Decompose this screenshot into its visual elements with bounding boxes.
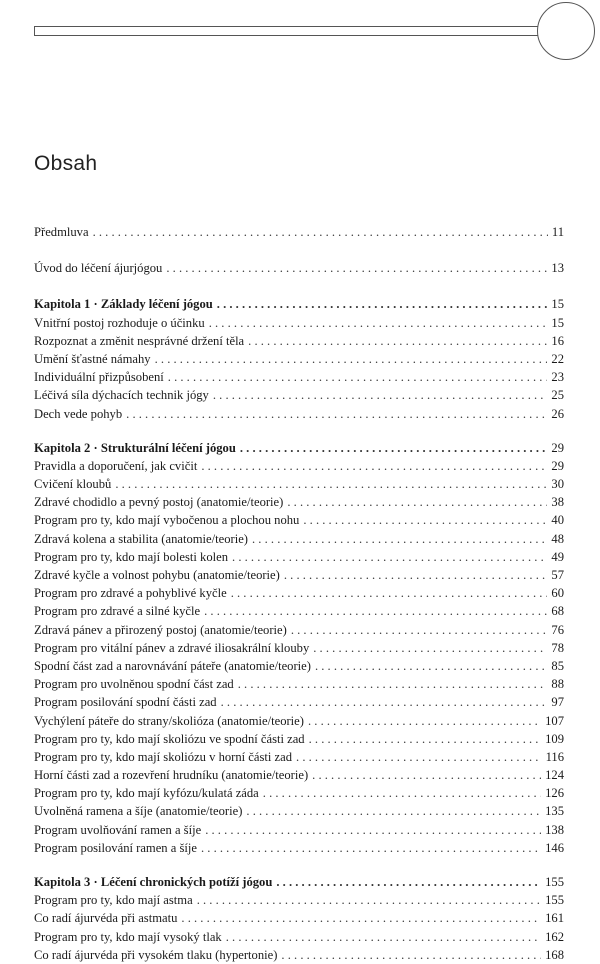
- dot-leader: [201, 457, 547, 475]
- toc-entry-label: Program pro vitální pánev a zdravé iliosakrální klouby: [34, 640, 310, 655]
- toc-entry-label: Program posilování ramen a šíje: [34, 840, 197, 855]
- toc-page-number: 23: [551, 370, 564, 385]
- toc-entry-label: Individuální přizpůsobení: [34, 370, 164, 385]
- toc-entry-label: Úvod do léčení ájurjógou: [34, 261, 163, 276]
- toc-page-number: 85: [551, 658, 564, 673]
- toc-page-number: 40: [551, 513, 564, 528]
- toc-page-number: 57: [551, 568, 564, 582]
- toc-entry-label: Uvolněná ramena a šíje (anatomie/teorie): [34, 804, 243, 819]
- toc-entry: [34, 784, 564, 802]
- toc-chapter-heading: [34, 439, 564, 457]
- toc-page-number: 15: [551, 297, 564, 312]
- toc-page-number: 155: [545, 875, 564, 889]
- dot-leader: [308, 712, 541, 730]
- toc-entry: [34, 928, 564, 946]
- toc-entry: [34, 730, 564, 748]
- dot-leader: [315, 657, 547, 675]
- toc-entry-label: Program pro ty, kdo mají vysoký tlak: [34, 929, 222, 944]
- dot-leader: [155, 350, 548, 368]
- toc-entry: [34, 386, 564, 404]
- toc-page-number: 146: [545, 840, 564, 855]
- toc-entry-label: Program pro ty, kdo mají skoliózu ve spodní části zad: [34, 731, 305, 746]
- toc-entry: [34, 657, 564, 675]
- toc-page-number: 68: [551, 604, 564, 619]
- toc-entry-label: Program posilování spodní části zad: [34, 695, 217, 710]
- toc-entry-label: Co radí ájurvéda při vysokém tlaku (hypertonie): [34, 947, 278, 962]
- toc-page-number: 11: [551, 225, 564, 239]
- dot-leader: [312, 766, 541, 784]
- dot-leader: [238, 675, 548, 693]
- toc-entry-label: Program pro ty, kdo mají bolesti kolen: [34, 549, 229, 564]
- toc-entry: [34, 712, 564, 730]
- toc-entry: [34, 693, 564, 711]
- dot-leader: [197, 891, 541, 909]
- toc-entry: [34, 891, 564, 909]
- toc-page-number: 30: [551, 477, 564, 492]
- toc-page-number: 25: [551, 388, 564, 403]
- toc-entry: [34, 909, 564, 927]
- toc-entry-label: Program uvolňování ramen a šíje: [34, 822, 202, 837]
- toc-entry-label: Zdravá kolena a stabilita (anatomie/teorie): [34, 531, 248, 546]
- toc-page-number: 16: [551, 333, 564, 348]
- dot-leader: [115, 475, 547, 493]
- toc-entry: [34, 802, 564, 820]
- toc-page-number: 161: [545, 911, 564, 926]
- toc-entry-label: Zdravé kyčle a volnost pohybu (anatomie/teorie): [34, 568, 280, 582]
- dot-leader: [213, 386, 548, 404]
- dot-leader: [309, 730, 542, 748]
- dot-leader: [168, 368, 548, 386]
- toc-page-number: 76: [551, 622, 564, 637]
- dot-leader: [217, 295, 548, 313]
- toc-entry-label: Vnitřní postoj rozhoduje o účinku: [34, 315, 205, 330]
- toc-page-number: 15: [551, 315, 564, 330]
- toc-entry-label: Spodní část zad a narovnávání páteře (anatomie/teorie): [34, 658, 311, 673]
- dot-leader: [201, 839, 541, 857]
- header-circle-ornament: [537, 2, 595, 60]
- toc-entry: [34, 511, 564, 529]
- toc-entry: [34, 457, 564, 475]
- toc-page-number: 13: [551, 261, 564, 276]
- dot-leader: [126, 405, 547, 423]
- dot-leader: [284, 566, 548, 584]
- toc-entry: [34, 475, 564, 493]
- dot-leader: [204, 602, 547, 620]
- dot-leader: [209, 314, 548, 332]
- toc-spacer: [34, 857, 564, 873]
- dot-leader: [205, 821, 541, 839]
- toc-page-number: 162: [545, 929, 564, 944]
- toc-spacer: [34, 423, 564, 439]
- dot-leader: [93, 223, 548, 241]
- toc-entry-label: Program pro ty, kdo mají kyfózu/kulatá záda: [34, 786, 259, 801]
- toc-page-number: 107: [545, 713, 564, 728]
- toc-entry-label: Horní části zad a rozevření hrudníku (anatomie/teorie): [34, 768, 309, 783]
- toc-spacer: [34, 277, 564, 295]
- toc-entry: [34, 530, 564, 548]
- toc-entry: [34, 639, 564, 657]
- toc-page-number: 97: [551, 695, 564, 710]
- toc-entry-label: Program pro zdravé a silné kyčle: [34, 604, 201, 619]
- toc-page-number: 155: [545, 893, 564, 908]
- toc-spacer: [34, 241, 564, 259]
- dot-leader: [231, 584, 548, 602]
- toc-page-number: 78: [551, 640, 564, 655]
- dot-leader: [281, 946, 541, 964]
- toc-entry-label: Program pro ty, kdo mají astma: [34, 893, 193, 908]
- toc-entry: [34, 602, 564, 620]
- toc-entry: [34, 621, 564, 639]
- toc-entry-label: Kapitola 2 · Strukturální léčení jógou: [34, 440, 236, 455]
- toc-entry-label: Pravidla a doporučení, jak cvičit: [34, 458, 198, 473]
- toc-page-number: 126: [545, 786, 564, 801]
- toc-entry-label: Předmluva: [34, 225, 89, 239]
- toc-page-number: 88: [551, 677, 564, 692]
- toc-page-number: 29: [551, 440, 564, 455]
- dot-leader: [221, 693, 548, 711]
- toc-entry: [34, 946, 564, 964]
- dot-leader: [248, 332, 547, 350]
- toc-entry-label: Léčivá síla dýchacích technik jógy: [34, 388, 209, 403]
- toc-entry: [34, 584, 564, 602]
- toc-entry-label: Program pro uvolněnou spodní část zad: [34, 677, 234, 692]
- toc-entry-label: Zdravé chodidlo a pevný postoj (anatomie/teorie): [34, 495, 284, 510]
- toc-entry: [34, 766, 564, 784]
- toc-page-number: 168: [545, 947, 564, 962]
- toc-entry: [34, 350, 564, 368]
- toc-page-number: 138: [545, 822, 564, 837]
- toc-page-number: 116: [545, 749, 564, 764]
- header-band: [34, 26, 544, 36]
- toc-entry: [34, 675, 564, 693]
- toc-entry: [34, 259, 564, 277]
- toc-entry: [34, 548, 564, 566]
- toc-entry-label: Program pro ty, kdo mají vybočenou a plochou nohu: [34, 513, 300, 528]
- dot-leader: [263, 784, 541, 802]
- dot-leader: [232, 548, 547, 566]
- dot-leader: [166, 259, 547, 277]
- dot-leader: [181, 909, 541, 927]
- toc-entry-label: Kapitola 3 · Léčení chronických potíží jógou: [34, 875, 273, 889]
- toc-entry-label: Kapitola 1 · Základy léčení jógou: [34, 297, 213, 312]
- dot-leader: [287, 493, 547, 511]
- toc-entry-label: Umění šťastné námahy: [34, 351, 151, 366]
- toc-entry-label: Vychýlení páteře do strany/skolióza (anatomie/teorie): [34, 713, 304, 728]
- toc-chapter-heading: [34, 873, 564, 891]
- toc-page-number: 60: [551, 586, 564, 601]
- toc-entry-label: Cvičení kloubů: [34, 477, 112, 492]
- dot-leader: [246, 802, 541, 820]
- dot-leader: [296, 748, 542, 766]
- toc-page-number: 124: [545, 768, 564, 783]
- toc-page-number: 29: [551, 458, 564, 473]
- toc-page-number: 22: [551, 351, 564, 366]
- toc-entry: [34, 223, 564, 241]
- toc-chapter-heading: [34, 295, 564, 313]
- dot-leader: [313, 639, 547, 657]
- toc-entry-label: Dech vede pohyb: [34, 406, 123, 421]
- toc-page-number: 48: [551, 531, 564, 546]
- toc-page-number: 26: [551, 406, 564, 421]
- toc-entry: [34, 839, 564, 857]
- dot-leader: [252, 530, 547, 548]
- dot-leader: [240, 439, 548, 457]
- table-of-contents: [34, 223, 564, 964]
- toc-page-number: 109: [545, 731, 564, 746]
- toc-page-number: 135: [545, 804, 564, 819]
- toc-entry: [34, 332, 564, 350]
- dot-leader: [226, 928, 541, 946]
- toc-page-number: 38: [551, 495, 564, 510]
- toc-entry: [34, 493, 564, 511]
- toc-entry: [34, 748, 564, 766]
- dot-leader: [303, 511, 547, 529]
- toc-entry: [34, 821, 564, 839]
- toc-entry: [34, 314, 564, 332]
- dot-leader: [291, 621, 548, 639]
- toc-entry-label: Program pro zdravé a pohyblivé kyčle: [34, 586, 227, 601]
- toc-entry: [34, 368, 564, 386]
- toc-entry-label: Zdravá pánev a přirozený postoj (anatomie/teorie): [34, 622, 287, 637]
- dot-leader: [276, 873, 541, 891]
- toc-page-number: 49: [551, 549, 564, 564]
- toc-entry: [34, 405, 564, 423]
- toc-entry-label: Co radí ájurvéda při astmatu: [34, 911, 178, 926]
- toc-entry-label: Rozpoznat a změnit nesprávné držení těla: [34, 333, 245, 348]
- toc-entry: [34, 566, 564, 584]
- page-title: Obsah: [34, 152, 98, 175]
- toc-entry-label: Program pro ty, kdo mají skoliózu v horní části zad: [34, 749, 293, 764]
